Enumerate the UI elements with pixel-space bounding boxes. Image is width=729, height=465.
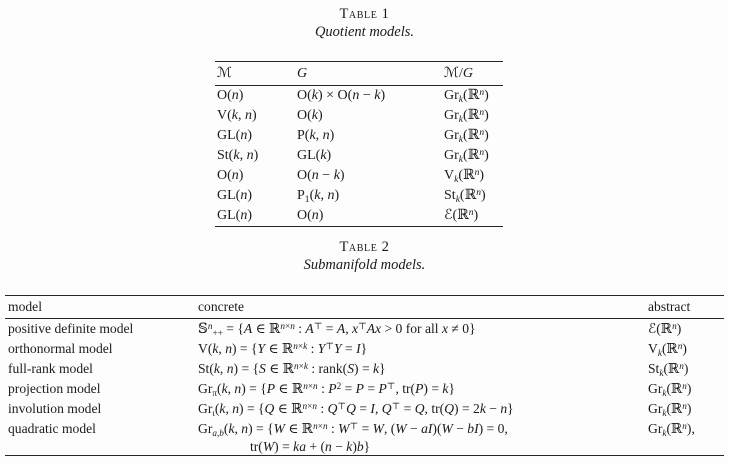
cell-abstract: ℰ(ℝ$^n$) (648, 320, 682, 336)
table-row (5, 319, 724, 340)
cell-quotient: $V_k(ℝ^n)$ (444, 167, 485, 185)
table-row (5, 419, 724, 456)
table-row (215, 186, 503, 206)
table-row (5, 399, 724, 419)
table-row (215, 206, 503, 227)
table2-caption (0, 239, 729, 274)
cell-concrete: $Gr_\pi(k$, n) = {P ∈ ℝ$^{n\times n}$ : $P^2 = P = P^⊤$, tr(P) = k} (198, 380, 455, 398)
col-header-abstract: abstract (648, 299, 691, 314)
col-header-concrete: concrete (198, 299, 245, 314)
col-header-total-space: ℳ (217, 66, 232, 81)
cell-abstract: $V_k(ℝ^n)$ (648, 340, 687, 358)
col-header-model: model (8, 299, 42, 314)
cell-concrete: St(k, n) = {S ∈ ℝ$^{n\times k}$ : rank(S) = k} (198, 360, 386, 376)
table-row (215, 166, 503, 186)
cell-model-name: projection model (8, 381, 101, 396)
cell-quotient: $Gr_k(ℝ^n)$ (444, 147, 489, 165)
cell-group: O(n) (297, 208, 324, 223)
table-row (215, 146, 503, 166)
cell-model-name: orthonormal model (8, 341, 113, 356)
cell-quotient: ℰ(ℝ$^n$) (444, 207, 479, 223)
cell-abstract: $Gr_k(ℝ^n)$ (648, 400, 692, 418)
cell-group: O(n − k) (297, 168, 345, 183)
table1-caption-title: Quotient models. (314, 24, 415, 40)
table-row (5, 339, 724, 359)
table-row (215, 86, 503, 107)
cell-group: P(k, n) (297, 128, 335, 143)
cell-group: $P_1(k$, n) (297, 188, 340, 205)
submanifold-models-table (5, 295, 724, 456)
cell-total-space: GL(n) (217, 208, 252, 223)
cell-abstract: $St_k(ℝ^n)$ (648, 360, 689, 378)
concrete-formula-line1: $Gr_{a,b}(k$, n) = {W ∈ ℝ$^{n\times n}$ : W⊤ = W, (W − aI)(W − bI) = 0, (198, 420, 508, 438)
table-header-row (5, 296, 724, 319)
cell-group: O(k) × O(n − k) (297, 88, 386, 103)
table-row (215, 106, 503, 126)
cell-total-space: GL(n) (217, 188, 252, 203)
cell-total-space: St(k, n) (217, 148, 259, 163)
cell-abstract: $Gr_k(ℝ^n)$, (648, 420, 695, 438)
cell-total-space: GL(n) (217, 128, 252, 143)
cell-concrete: V(k, n) = {Y ∈ ℝ$^{n\times k}$ : Y⊤Y = I} (198, 340, 368, 356)
cell-group: O(k) (297, 108, 323, 123)
cell-total-space: V(k, n) (217, 108, 257, 123)
cell-abstract: $Gr_k(ℝ^n)$ (648, 380, 692, 398)
table1-caption (0, 6, 729, 41)
cell-model-name: positive definite model (8, 321, 134, 336)
cell-model-name: quadratic model (8, 421, 96, 436)
cell-quotient: $St_k(ℝ^n)$ (444, 187, 486, 205)
table-row (5, 359, 724, 379)
quotient-models-table (215, 61, 503, 227)
table2-caption-label: Table 2 (339, 239, 390, 255)
table2-caption-title: Submanifold models. (303, 257, 426, 273)
cell-concrete: $Gr_\iota(k$, n) = {Q ∈ ℝ$^{n\times n}$ : Q⊤Q = I, Q⊤ = Q, tr(Q) = 2k − n} (198, 400, 514, 418)
col-header-quotient: ℳ/G (444, 66, 473, 81)
cell-model-name: involution model (8, 401, 102, 416)
table1-caption-label: Table 1 (339, 6, 390, 22)
table-row (5, 379, 724, 399)
col-header-group: G (297, 66, 308, 81)
cell-total-space: O(n) (217, 88, 244, 103)
cell-concrete (195, 419, 645, 456)
cell-concrete: 𝕊$^n_{++}$ = {A ∈ ℝ$^{n\times n}$ : A⊤ = A, x⊤Ax > 0 for all x ≠ 0} (198, 320, 476, 338)
table-header-row (215, 62, 503, 86)
cell-model-name: full-rank model (8, 361, 93, 376)
cell-quotient: $Gr_k(ℝ^n)$ (444, 127, 489, 145)
concrete-formula-line2: tr(W) = ka + (n − k)b} (250, 439, 371, 454)
cell-group: GL(k) (297, 148, 332, 163)
cell-total-space: O(n) (217, 168, 244, 183)
cell-quotient: $Gr_k(ℝ^n)$ (444, 87, 489, 105)
table-row (215, 126, 503, 146)
cell-quotient: $Gr_k(ℝ^n)$ (444, 107, 489, 125)
